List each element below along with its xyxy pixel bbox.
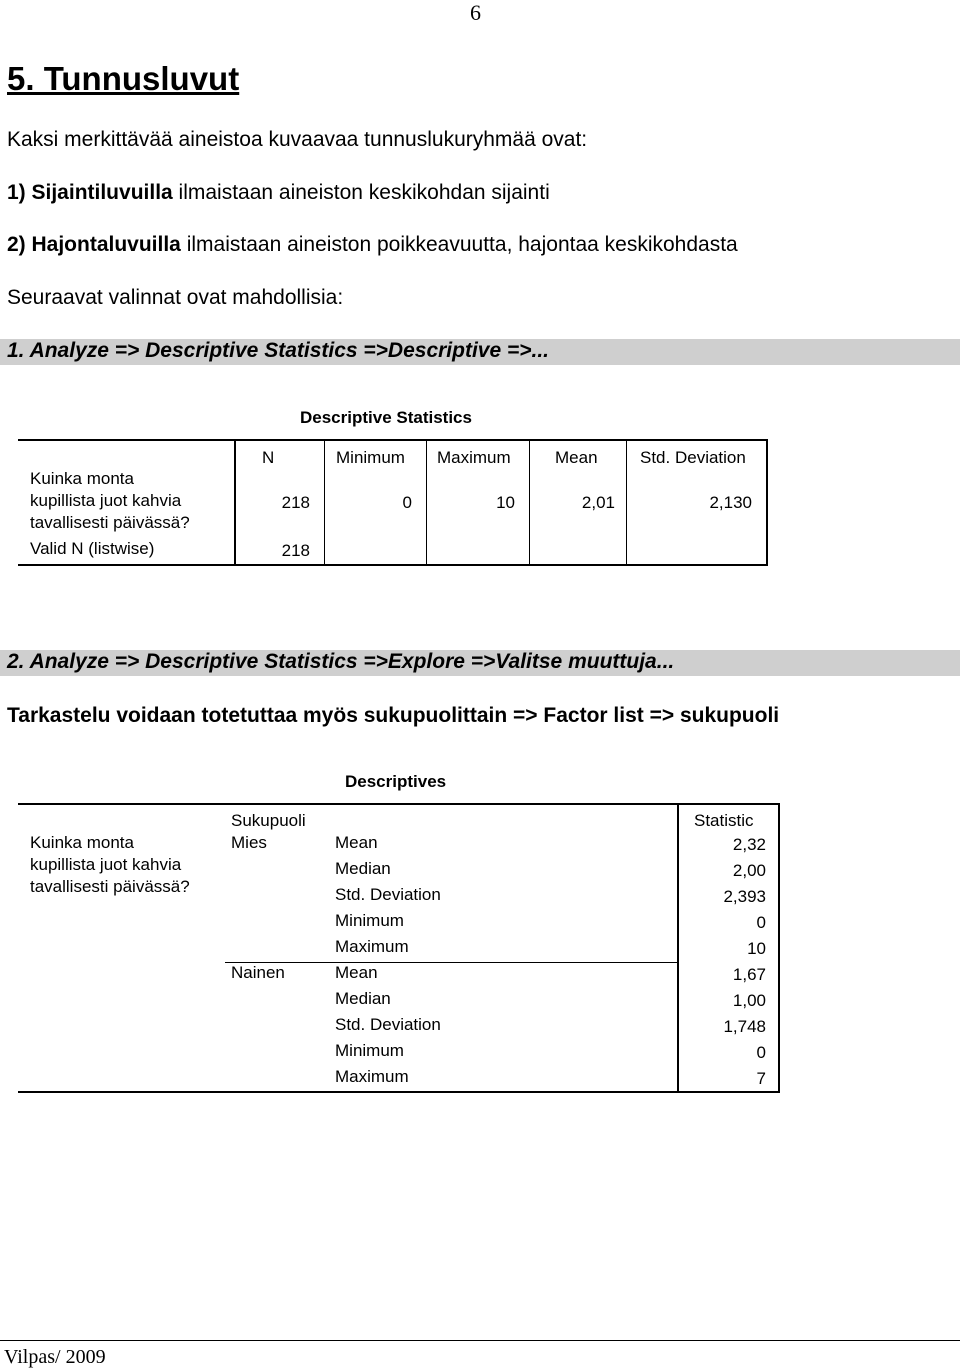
table1-col-divider: [626, 439, 627, 565]
list-item-1: [7, 181, 550, 205]
table2-stat-name: Mean: [335, 963, 378, 982]
table1-col-divider: [324, 439, 325, 565]
option-2-note: Tarkastelu voidaan totetuttaa myös sukupuolittain => Factor list => sukupuoli: [7, 704, 780, 727]
table1-row-label: tavallisesti päivässä?: [30, 513, 190, 532]
intro-text: Kaksi merkittävää aineistoa kuvaavaa tunnuslukuryhmää ovat:: [7, 128, 588, 151]
table2-var-label: Kuinka monta: [30, 833, 134, 852]
section-title: 5. Tunnusluvut: [7, 60, 240, 97]
choices-intro: Seuraavat valinnat ovat mahdollisia:: [7, 286, 344, 309]
table2-stat-name: Median: [335, 989, 391, 1008]
table1-label-divider: [234, 439, 236, 566]
table2-stat-name: Minimum: [335, 1041, 404, 1060]
table2-stat-name: Maximum: [335, 937, 409, 956]
table2-stat-value: 0: [756, 913, 766, 932]
table2-group-nainen: Nainen: [231, 963, 285, 982]
table1-title: Descriptive Statistics: [300, 408, 472, 427]
option-2-text: 2. Analyze => Descriptive Statistics =>Explore =>Valitse muuttuja...: [7, 650, 675, 673]
list-item-2-text: ilmaistaan aineiston poikkeavuutta, hajontaa keskikohdasta: [180, 233, 738, 256]
table2-title: Descriptives: [345, 772, 447, 791]
table2-top-border: [18, 803, 780, 805]
table2-var-label: tavallisesti päivässä?: [30, 877, 190, 896]
table1-value-n: 218: [281, 493, 310, 512]
table1-value-minimum: 0: [402, 493, 412, 512]
table2-stat-value: 1,748: [723, 1017, 766, 1036]
table2-stat-value: 10: [747, 939, 766, 958]
table1-header-minimum: Minimum: [336, 448, 405, 467]
table1-top-border: [18, 439, 768, 441]
table1-valid-n-label: Valid N (listwise): [30, 539, 155, 558]
table1-header-mean: Mean: [555, 448, 598, 467]
table2-header-statistic: Statistic: [694, 811, 754, 830]
table2-stat-value: 2,00: [732, 861, 766, 880]
table1-bottom-border: [18, 564, 768, 566]
table2-stat-divider: [677, 803, 679, 1093]
table1-row-label: Kuinka monta: [30, 469, 134, 488]
table2-stat-name: Std. Deviation: [335, 1015, 441, 1034]
table2-stat-value: 2,32: [732, 835, 766, 854]
table2-group-mies: Mies: [231, 833, 267, 852]
table1-col-divider: [529, 439, 530, 565]
footer-divider: [0, 1340, 960, 1341]
table2-bottom-border: [18, 1091, 780, 1093]
table2-stat-name: Mean: [335, 833, 378, 852]
table2-var-label: kupillista juot kahvia: [30, 855, 182, 874]
table2-header-sukupuoli: Sukupuoli: [231, 811, 306, 830]
table2-stat-value: 0: [756, 1043, 766, 1062]
table1-header-maximum: Maximum: [437, 448, 511, 467]
table1-value-mean: 2,01: [581, 493, 615, 512]
table2-right-border: [778, 803, 780, 1093]
option-2-bar: [0, 650, 960, 676]
table2-stat-value: 2,393: [723, 887, 766, 906]
list-item-1-text: ilmaistaan aineiston keskikohdan sijainti: [172, 181, 550, 204]
list-item-1-term: 1) Sijaintiluvuilla: [7, 181, 173, 204]
option-1-text: 1. Analyze => Descriptive Statistics =>Descriptive =>...: [7, 339, 550, 362]
table1-col-divider: [426, 439, 427, 565]
table1-valid-n-value: 218: [281, 541, 310, 560]
table2-stat-value: 1,67: [732, 965, 766, 984]
table2-stat-name: Maximum: [335, 1067, 409, 1086]
table1-row-label: kupillista juot kahvia: [30, 491, 182, 510]
list-item-2: [7, 233, 738, 257]
page-number: 6: [470, 0, 481, 25]
table1-value-maximum: 10: [496, 493, 515, 512]
table2-group-divider: [225, 962, 678, 963]
table2-stat-name: Minimum: [335, 911, 404, 930]
table1-header-std-deviation: Std. Deviation: [640, 448, 746, 467]
list-item-2-term: 2) Hajontaluvuilla: [7, 233, 181, 256]
footer-text: Vilpas/ 2009: [4, 1346, 106, 1368]
table2-stat-name: Std. Deviation: [335, 885, 441, 904]
table2-stat-value: 1,00: [732, 991, 766, 1010]
table1-right-border: [766, 439, 768, 566]
option-1-bar: [0, 339, 960, 365]
table2-stat-value: 7: [756, 1069, 766, 1088]
table2-stat-name: Median: [335, 859, 391, 878]
table1-header-n: N: [262, 448, 275, 467]
table1-value-std-deviation: 2,130: [709, 493, 752, 512]
